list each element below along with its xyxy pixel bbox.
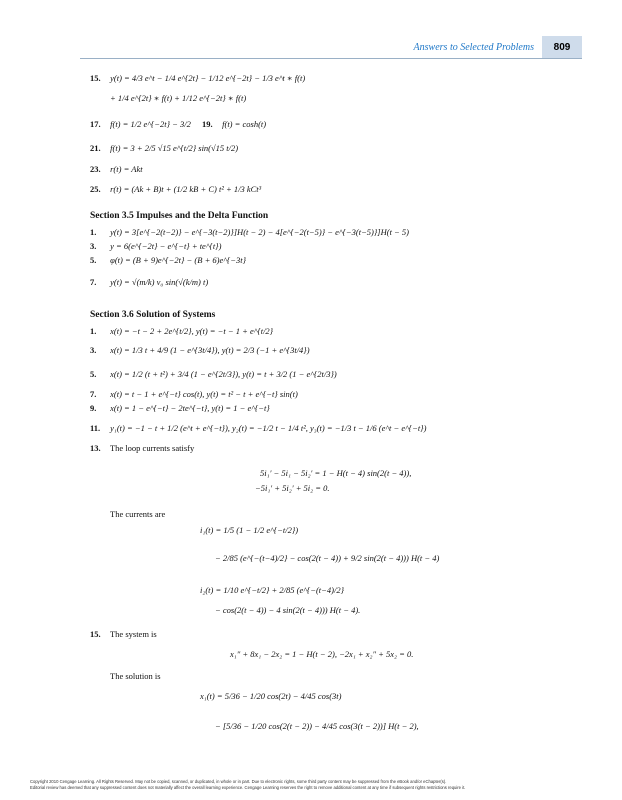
problem-number: 19.	[202, 119, 213, 129]
answer-15-system-equation: x₁″ + 8x₁ − 2x₂ = 1 − H(t − 2), −2x₁ + x₂″ + 5x₂ = 0.	[230, 649, 414, 659]
copyright-footer	[30, 779, 592, 790]
current-i2-line-1: i₂(t) = 1/10 e^{−t/2} + 2/85 (e^{−(t−4)/2}	[200, 585, 344, 595]
answer-19: f(t) = cosh(t)	[222, 119, 267, 129]
running-header-title: Answers to Selected Problems	[413, 42, 534, 53]
answer-3-5-3: y = 6(e^{−2t} − e^{−t} + te^{t})	[110, 241, 222, 251]
answer-13-equation-1: 5i₁′ − 5i₁ − 5i₂′ = 1 − H(t − 4) sin(2(t − 4)),	[260, 468, 412, 478]
solution-x1-line-1: x₁(t) = 5/36 − 1/20 cos(2t) − 4/45 cos(3t)	[200, 691, 342, 701]
problem-number: 1.	[90, 227, 97, 237]
problem-number: 7.	[90, 277, 97, 287]
current-i1-line-1: i₁(t) = 1/5 (1 − 1/2 e^{−t/2})	[200, 525, 299, 535]
problem-number: 9.	[90, 403, 97, 413]
answer-3-5-5: φ(t) = (B + 9)e^{−2t} − (B + 6)e^{−3t}	[110, 255, 247, 265]
problem-number: 3.	[90, 241, 97, 251]
current-i2-line-2: − cos(2(t − 4)) − 4 sin(2(t − 4))) H(t − 4).	[215, 605, 361, 615]
answer-17: f(t) = 1/2 e^{−2t} − 3/2	[110, 119, 191, 129]
answer-13-equation-2: −5i₁′ + 5i₂′ + 5i₂ = 0.	[255, 483, 330, 493]
solution-x1-line-2: − [5/36 − 1/20 cos(2(t − 2)) − 4/45 cos(3(t − 2))] H(t − 2),	[215, 721, 419, 731]
answer-3-6-5: x(t) = 1/2 (t + t²) + 3/4 (1 − e^{2t/3}), y(t) = t + 3/2 (1 − e^{2t/3})	[110, 369, 337, 379]
answer-3-6-7: x(t) = t − 1 + e^{−t} cos(t), y(t) = t² − t + e^{−t} sin(t)	[110, 389, 298, 399]
page-number: 809	[542, 36, 582, 58]
answer-15-solution-intro: The solution is	[110, 671, 161, 681]
problem-number: 17.	[90, 119, 101, 129]
answer-3-6-9: x(t) = 1 − e^{−t} − 2te^{−t}, y(t) = 1 − e^{−t}	[110, 403, 270, 413]
problem-number: 1.	[90, 326, 97, 336]
answer-15-line-1: y(t) = 4/3 e^t − 1/4 e^{2t} − 1/12 e^{−2t} − 1/3 e^t ∗ f(t)	[110, 73, 306, 83]
answer-15-line-2: + 1/4 e^{2t} ∗ f(t) + 1/12 e^{−2t} ∗ f(t)	[110, 93, 247, 103]
problem-number: 7.	[90, 389, 97, 399]
header-rule	[80, 58, 582, 59]
problem-number: 21.	[90, 143, 101, 153]
current-i1-line-2: − 2/85 (e^{−(t−4)/2} − cos(2(t − 4)) + 9/2 sin(2(t − 4))) H(t − 4)	[215, 553, 440, 563]
answer-13-currents-intro: The currents are	[110, 509, 166, 519]
problem-number: 15.	[90, 73, 101, 83]
copyright-line-1: Copyright 2010 Cengage Learning. All Rights Reserved. May not be copied, scanned, or duplicated, in whole or in part. Due to electronic rights, some third party content may be suppressed from the eBook and/or eChapter(s).	[30, 779, 447, 784]
section-heading-3-6: Section 3.6 Solution of Systems	[90, 310, 216, 320]
problem-number: 15.	[90, 629, 101, 639]
answer-25: r(t) = (Ak + B)t + (1/2 kB + C) t² + 1/3 kCt³	[110, 184, 262, 194]
problem-number: 11.	[90, 423, 101, 433]
problem-number: 5.	[90, 255, 97, 265]
answer-3-6-1: x(t) = −t − 2 + 2e^{t/2}, y(t) = −t − 1 + e^{t/2}	[110, 326, 274, 336]
section-heading-3-5: Section 3.5 Impulses and the Delta Function	[90, 211, 269, 221]
answer-3-5-7: y(t) = √(m/k) v₀ sin(√(k/m) t)	[110, 277, 209, 287]
answer-3-5-1: y(t) = 3[e^{−2(t−2)} − e^{−3(t−2)}]H(t − 2) − 4[e^{−2(t−5)} − e^{−3(t−5)}]H(t − 5)	[110, 227, 409, 237]
problem-number: 23.	[90, 164, 101, 174]
problem-number: 13.	[90, 443, 101, 453]
problem-number: 5.	[90, 369, 97, 379]
copyright-line-2: Editorial review has deemed that any suppressed content does not materially affect the overall learning experience. Cengage Learning reserves the right to remove additional content at any time if subsequent rights restrictions require it.	[30, 784, 466, 790]
answer-3-6-11: y₁(t) = −1 − t + 1/2 (e^t + e^{−t}), y₂(t) = −1/2 t − 1/4 t², y₃(t) = −1/3 t − 1/6 (e^t − e^{−t})	[110, 423, 427, 433]
answer-3-6-3: x(t) = 1/3 t + 4/9 (1 − e^{3t/4}), y(t) = 2/3 (−1 + e^{3t/4})	[110, 345, 310, 355]
answer-21: f(t) = 3 + 2/5 √15 e^{t/2} sin(√15 t/2)	[110, 143, 239, 153]
answer-23: r(t) = Akt	[110, 164, 143, 174]
problem-number: 25.	[90, 184, 101, 194]
answer-13-intro: The loop currents satisfy	[109, 443, 195, 453]
answer-15-system-intro: The system is	[109, 629, 157, 639]
problem-number: 3.	[90, 345, 97, 355]
